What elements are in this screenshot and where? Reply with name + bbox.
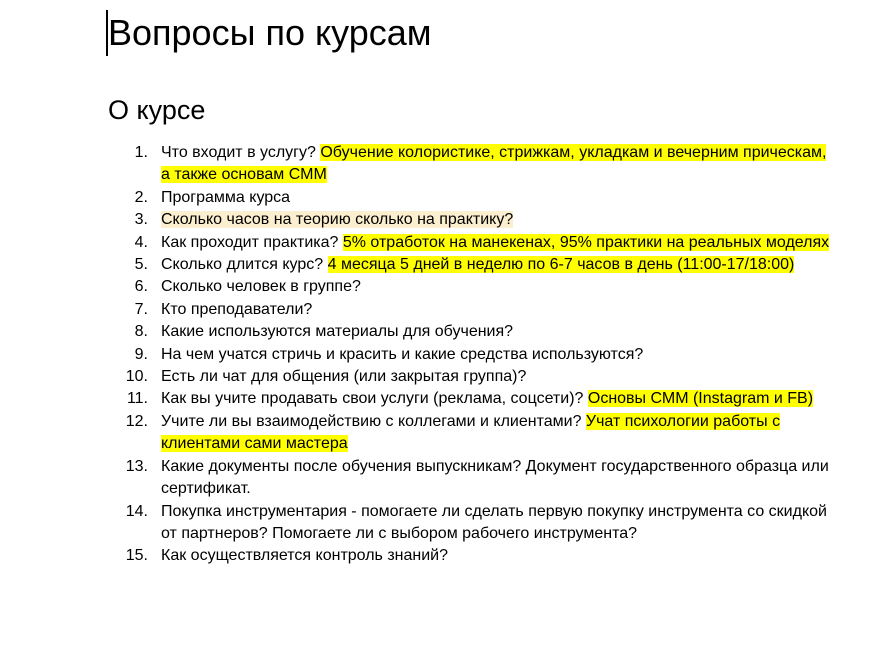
answer-highlight: 5% отработок на манекенах, 95% практики на реальных моделях: [342, 233, 830, 251]
item-number: 4.: [134, 233, 148, 251]
question-text: Какие используются материалы для обучения?: [161, 323, 514, 341]
question-text: Как проходит практика?: [161, 233, 343, 251]
list-item[interactable]: [116, 456, 836, 501]
item-number: 1.: [134, 144, 148, 161]
question-text: Покупка инструментария - помогаете ли сделать первую покупку инструмента со скидкой от партнеров? Помогаете ли с выбором рабочего инструмента?: [161, 502, 827, 542]
question-text: Какие документы после обучения выпускникам? Документ государственного образца или сертификат.: [161, 457, 829, 498]
list-item[interactable]: [116, 276, 836, 298]
question-text: Как осуществляется контроль знаний?: [161, 547, 449, 565]
question-text: Учите ли вы взаимодействию с коллегами и клиентами?: [161, 412, 586, 430]
list-item[interactable]: [116, 254, 836, 276]
question-text: Есть ли чат для общения (или закрытая группа)?: [161, 368, 527, 386]
item-number: 13.: [125, 457, 148, 475]
item-number: 15.: [125, 547, 148, 565]
question-text: Что входит в услугу?: [161, 144, 321, 161]
item-number: 12.: [125, 412, 148, 430]
list-item[interactable]: [116, 388, 836, 410]
item-number: 11.: [126, 390, 148, 408]
question-text: Сколько длится курс?: [161, 256, 328, 274]
question-text: На чем учатся стричь и красить и какие средства используются?: [161, 345, 644, 363]
item-number: 9.: [134, 345, 148, 363]
item-number: 10.: [125, 368, 148, 386]
list-item[interactable]: [116, 501, 836, 546]
item-number: 14.: [125, 502, 148, 520]
question-text: Кто преподаватели?: [161, 300, 313, 318]
document-title[interactable]: Вопросы по курсам: [108, 12, 432, 53]
list-item[interactable]: [116, 209, 836, 231]
question-highlight: Сколько часов на теорию сколько на практику?: [161, 211, 514, 229]
list-item[interactable]: [116, 344, 836, 366]
item-number: 7.: [134, 300, 148, 318]
list-item[interactable]: [116, 366, 836, 388]
item-number: 5.: [134, 256, 148, 274]
questions-list: [116, 142, 836, 568]
answer-highlight: 4 месяца 5 дней в неделю по 6-7 часов в день (11:00-17/18:00): [327, 256, 795, 274]
item-number: 3.: [134, 211, 148, 229]
question-text: Как вы учите продавать свои услуги (реклама, соцсети)?: [161, 390, 588, 408]
list-item[interactable]: [116, 299, 836, 321]
answer-highlight: Учат психологии работы с клиентами сами мастера: [161, 412, 781, 453]
list-item[interactable]: [116, 321, 836, 343]
list-item[interactable]: [116, 411, 836, 456]
list-item[interactable]: [116, 545, 836, 567]
item-number: 8.: [134, 323, 148, 341]
item-number: 2.: [134, 188, 148, 206]
list-item[interactable]: [116, 187, 836, 209]
answer-highlight: Обучение колористике, стрижкам, укладкам и вечерним прическам, а также основам СММ: [161, 144, 827, 184]
list-item[interactable]: [116, 142, 836, 187]
answer-highlight: Основы СММ (Instagram и FB): [587, 390, 814, 408]
list-item[interactable]: [116, 232, 836, 254]
question-text: Программа курса: [161, 188, 291, 206]
section-heading[interactable]: О курсе: [108, 95, 206, 125]
question-text: Сколько человек в группе?: [161, 278, 361, 296]
item-number: 6.: [134, 278, 148, 296]
